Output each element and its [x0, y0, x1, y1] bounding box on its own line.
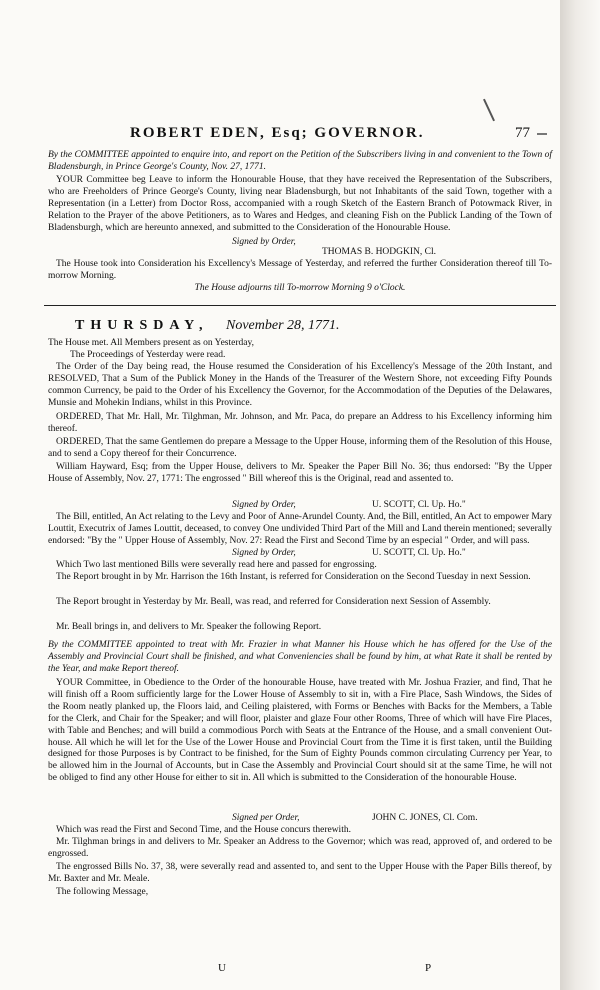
- signer-scott-2: U. SCOTT, Cl. Up. Ho.": [372, 548, 466, 558]
- order-address-paragraph: ORDERED, That Mr. Hall, Mr. Tilghman, Mr. Johnson, and Mr. Paca, do prepare an Address to his Excellency informing him thereof.: [48, 412, 552, 434]
- margin-dash: [537, 133, 547, 135]
- running-title: ROBERT EDEN, Esq; GOVERNOR.: [130, 125, 425, 141]
- footer-mark-right: P: [425, 962, 432, 974]
- signed-by-order-2: Signed by Order,: [232, 500, 296, 510]
- running-header: [70, 125, 530, 147]
- bills-engrossing-paragraph: Which Two last mentioned Bills were severally read here and passed for engrossing.: [56, 560, 377, 570]
- following-message-line: The following Message,: [56, 887, 149, 897]
- committee-report-2: YOUR Committee, in Obedience to the Order of the honourable House, have treated with Mr. Joshua Frazier, and find, That he will finish off a Room sufficiently large for the Lower House of Assembly to sit in, with a Fire Place, Sash Windows, the Sides of the Room neatly planked up, the Floors laid, and Ceiling plaistered, with Forms or Benches with Backs for the Members, a Table for the Clerk, and Chair for the Speaker; and will floor, plaister and glaze Four other Rooms, Three of which will have Fire Places, with Table and Benches; and will build a commodious Porch with Seats at the Entrance of the House, and a small convenient Out-house. All which he will let for the Use of the Lower House and Provincial Court from the Time it is first taken, until the Building designed for those Purposes is by Contract to be finished, for the Sum of Eighty Pounds common circulating Currency per Year, to be allowed him in the Journal of Accounts, but in Case the Assembly and Provincial Court should sit at the same Time, he will not be obliged to find any other House for either to sit in. All which is submitted to the Consideration of the honourable House.: [48, 678, 552, 784]
- beall-brings-paragraph: Mr. Beall brings in, and delivers to Mr. Speaker the following Report.: [56, 622, 322, 632]
- harrison-report-paragraph: The Report brought in by Mr. Harrison the 16th Instant, is referred for Consideration on the Second Tuesday in next Session.: [56, 572, 531, 582]
- bills-endorsed-paragraph: The Bill, entitled, An Act relating to the Levy and Poor of Anne-Arundel County. And, the Bill, entitled, An Act to empower Mary Louttit, Executrix of James Louttit, deceased, to convey One undivided Third Part of the Mill and Land therein mentioned; severally endorsed: "By the " Upper House of Assembly, Nov. 27: Read the First and Second Time by an especial " Order, and will pass.: [48, 512, 552, 546]
- adjournment-line: The House adjourns till To-morrow Morning 9 o'Clock.: [194, 283, 406, 293]
- pen-mark: [483, 99, 495, 122]
- page-number: 77: [515, 125, 530, 141]
- excellency-message-paragraph: The House took into Consideration his Excellency's Message of Yesterday, and referred the further Consideration thereof till To-morrow Morning.: [48, 259, 552, 281]
- address-governor-paragraph: Mr. Tilghman brings in and delivers to Mr. Speaker an Address to the Governor; which was read, approved of, and ordered to be engrossed.: [48, 837, 552, 859]
- beall-report-paragraph: The Report brought in Yesterday by Mr. Beall, was read, and referred for Consideration next Session of Assembly.: [56, 597, 491, 607]
- day-heading: [75, 318, 535, 334]
- day-date: November 28, 1771.: [226, 318, 340, 333]
- footer-mark-left: U: [218, 962, 226, 974]
- day-weekday: THURSDAY,: [75, 318, 209, 333]
- committee-report-1: YOUR Committee beg Leave to inform the Honourable House, that they have received the Representation of the Subscribers, who are Freeholders of Prince George's County, living near Bladensburgh, but not Inhabitants of the said Town, together with a Representation (in a Letter) from Doctor Ross, accompanied with a rough Sketch of the Eastern Branch of Potowmack River, in Relation to the Prayer of the above Petitioners, as to Wares and Hedges, and cleaning Fish on the Publick Landing of the Town of Bladensburgh, which are hereunto annexed, and submitted to the Consideration of the Honourable House.: [48, 175, 552, 233]
- committee-heading-2: By the COMMITTEE appointed to treat with Mr. Frazier in what Manner his House which he has offered for the Use of the Assembly and Provincial Court shall be finished, and what Conveniencies shall be found by him, at what Rate it shall be rented by the Year, and make Report thereof.: [48, 640, 552, 674]
- signer-scott-1: U. SCOTT, Cl. Up. Ho.": [372, 500, 466, 510]
- signer-jones: JOHN C. JONES, Cl. Com.: [372, 813, 478, 823]
- section-rule: [44, 305, 556, 306]
- paper-bill-paragraph: William Hayward, Esq; from the Upper House, delivers to Mr. Speaker the Paper Bill No. 36; thus endorsed: "By the Upper House of Assembly, Nov. 27, 1771: The engrossed " Bill whereof this is the Original, read and assented to.: [48, 462, 552, 484]
- signer-hodgkin: THOMAS B. HODGKIN, Cl.: [322, 247, 437, 257]
- committee-heading-1: By the COMMITTEE appointed to enquire into, and report on the Petition of the Subscribers living in and convenient to the Town of Bladensburgh, in Prince George's County, Nov. 27, 1771.: [48, 150, 552, 172]
- engrossed-bills-paragraph: The engrossed Bills No. 37, 38, were severally read and assented to, and sent to the Upper House with the Paper Bills thereof, by Mr. Baxter and Mr. Meale.: [48, 862, 552, 884]
- proceedings-opening-2: The Proceedings of Yesterday were read.: [70, 350, 226, 360]
- signed-per-order: Signed per Order,: [232, 813, 300, 823]
- proceedings-opening-1: The House met. All Members present as on Yesterday,: [48, 338, 254, 348]
- signed-by-order-3: Signed by Order,: [232, 548, 296, 558]
- resolution-paragraph: The Order of the Day being read, the House resumed the Consideration of his Excellency's Message of the 20th Instant, and RESOLVED, That a Sum of the Publick Money in the Hands of the Treasurer of the Western Shore, not exceeding Fifty Pounds common Currency, be paid to the Order of his Excellency the Governor, for the Accommodation of the Deputies of the Delawares, Munsie and Mohekin Indians, whilst in this Province.: [48, 362, 552, 408]
- order-message-paragraph: ORDERED, That the same Gentlemen do prepare a Message to the Upper House, informing them of the Resolution of this House, and to send a Copy thereof for their Concurrence.: [48, 437, 552, 459]
- signed-by-order-1: Signed by Order,: [232, 237, 296, 247]
- page-edge-shadow: [560, 0, 600, 990]
- concurrence-paragraph: Which was read the First and Second Time, and the House concurs therewith.: [56, 825, 351, 835]
